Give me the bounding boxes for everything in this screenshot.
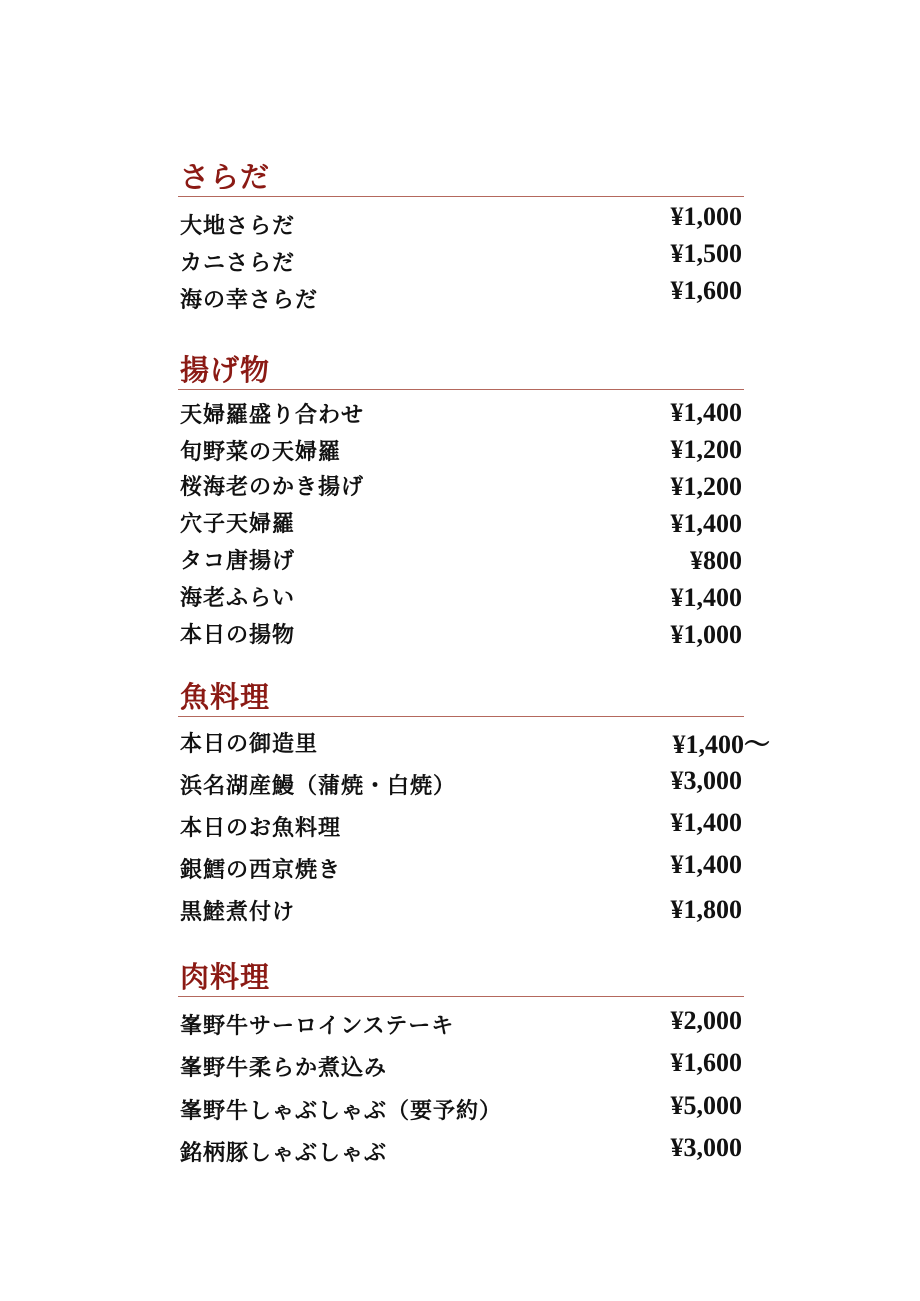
item-price: ¥1,000 <box>670 620 742 649</box>
menu-item <box>178 275 744 312</box>
item-price: ¥1,400 <box>670 808 742 837</box>
menu-item <box>178 1006 744 1051</box>
section-divider <box>178 716 744 717</box>
item-price: ¥2,000 <box>670 1006 742 1035</box>
section-title: 揚げ物 <box>180 353 271 387</box>
section-title: さらだ <box>180 160 271 194</box>
item-price: ¥1,600 <box>670 1048 742 1077</box>
section-meat <box>178 960 744 1178</box>
section-divider <box>178 196 744 197</box>
item-price: ¥3,000 <box>670 766 742 795</box>
item-price: ¥1,400 <box>670 398 742 427</box>
item-price: ¥1,500 <box>670 239 742 268</box>
item-name: 本日のお魚料理 <box>180 815 342 841</box>
menu-item <box>178 1048 744 1094</box>
item-price: ¥800 <box>690 546 742 575</box>
item-name: カニさらだ <box>180 250 296 276</box>
section-fried <box>178 353 744 655</box>
item-name: 浜名湖産鰻（蒲焼・白焼） <box>180 773 457 799</box>
item-price: ¥1,400 <box>670 583 742 612</box>
menu-item <box>178 1091 744 1136</box>
menu-item <box>178 507 744 544</box>
section-divider <box>178 996 744 997</box>
item-name: 黒鯥煮付け <box>180 899 296 925</box>
item-name: 桜海老のかき揚げ <box>180 474 365 500</box>
item-price: ¥1,400 <box>670 509 742 538</box>
item-price: ¥1,000 <box>670 202 742 231</box>
item-price: ¥1,800 <box>670 895 742 924</box>
item-price: ¥5,000 <box>670 1091 742 1120</box>
menu-item <box>178 581 744 618</box>
item-price: ¥3,000 <box>670 1133 742 1162</box>
menu-item <box>178 618 744 655</box>
menu-item <box>178 808 744 853</box>
item-name: 旬野菜の天婦羅 <box>180 439 342 465</box>
item-price: ¥1,200 <box>670 472 742 501</box>
section-salad <box>178 160 744 312</box>
menu-item <box>178 238 744 275</box>
item-name: 海老ふらい <box>180 585 296 611</box>
menu-item <box>178 766 744 811</box>
item-name: 海の幸さらだ <box>180 287 319 313</box>
item-price: ¥1,200 <box>670 435 742 464</box>
item-name: 銘柄豚しゃぶしゃぶ <box>180 1140 388 1166</box>
menu-item <box>178 727 770 769</box>
menu-item <box>178 201 744 238</box>
item-name: 銀鱈の西京焼き <box>180 857 342 883</box>
menu-item <box>178 895 744 937</box>
section-fish <box>178 680 770 937</box>
item-price: ¥1,600 <box>670 276 742 305</box>
section-title: 魚料理 <box>180 680 271 714</box>
menu-item <box>178 470 744 507</box>
item-name: 峯野牛サーロインステーキ <box>180 1013 455 1039</box>
menu-item <box>178 433 744 470</box>
section-title: 肉料理 <box>180 960 271 994</box>
menu-item <box>178 396 744 433</box>
item-name: 天婦羅盛り合わせ <box>180 402 365 428</box>
item-price: ¥1,400〜 <box>672 730 770 759</box>
item-name: 本日の御造里 <box>180 731 319 757</box>
item-name: 峯野牛柔らか煮込み <box>180 1055 388 1081</box>
item-name: 峯野牛しゃぶしゃぶ（要予約） <box>180 1098 503 1124</box>
menu-item <box>178 544 744 581</box>
item-price: ¥1,400 <box>670 850 742 879</box>
item-name: タコ唐揚げ <box>180 548 296 574</box>
item-name: 大地さらだ <box>180 213 296 239</box>
section-divider <box>178 389 744 390</box>
item-name: 本日の揚物 <box>180 622 296 648</box>
item-name: 穴子天婦羅 <box>180 511 296 537</box>
menu-item <box>178 850 744 895</box>
menu-item <box>178 1133 744 1178</box>
